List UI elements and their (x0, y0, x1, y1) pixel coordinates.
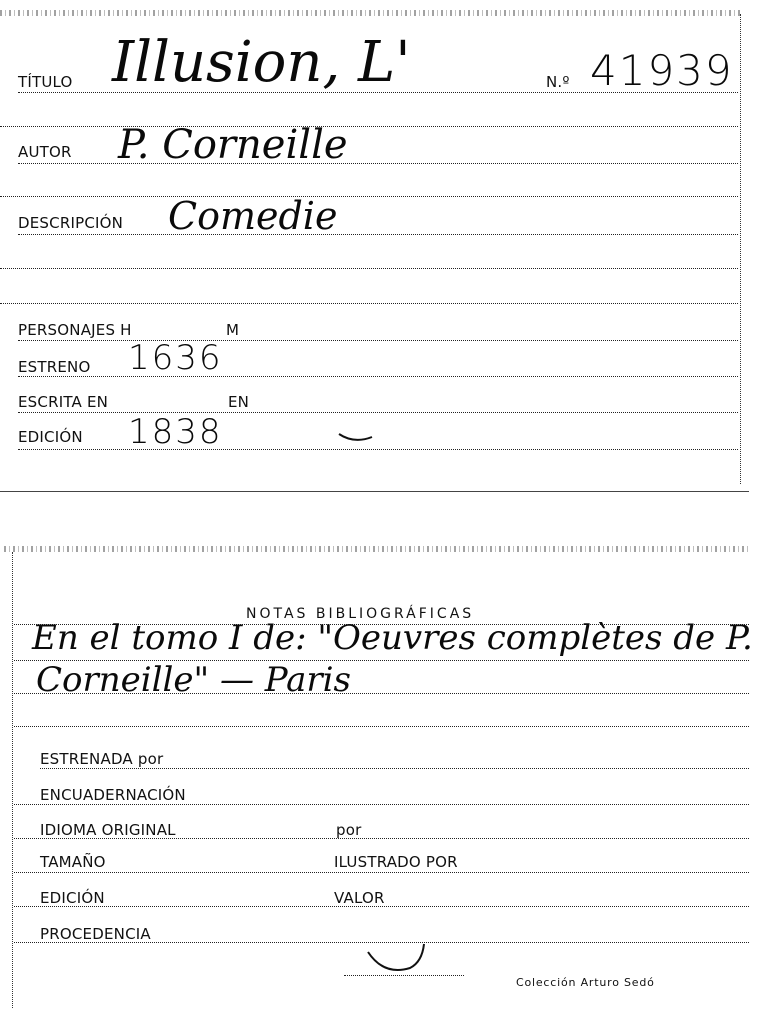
value-titulo: Illusion, L' (112, 30, 411, 95)
rule-blank-2 (0, 196, 738, 197)
label-en: EN (228, 393, 250, 411)
rule-titulo (18, 92, 738, 93)
rule-blank-3 (0, 268, 738, 269)
footer-coleccion: Colección Arturo Sedó (516, 976, 655, 989)
value-edicion: 1838 (128, 412, 223, 452)
card-bottom-edge (0, 491, 749, 492)
rule-edicion-2 (14, 906, 749, 907)
label-personajes-m: M (226, 321, 240, 339)
card2-left-edge (12, 552, 13, 1008)
label-descripcion: DESCRIPCIÓN (18, 214, 124, 232)
label-tamano: TAMAÑO (40, 853, 106, 871)
label-personajes-h: PERSONAJES H (18, 321, 132, 339)
notes-line-1: En el tomo I de: "Oeuvres complètes de P. (32, 618, 753, 658)
value-numero: 41939 (590, 46, 734, 95)
rule-notes-2 (14, 693, 749, 694)
rule-descripcion (18, 234, 738, 235)
label-edicion-2: EDICIÓN (40, 889, 105, 907)
notes-line-2: Corneille" — Paris (36, 660, 351, 700)
rule-edicion (18, 449, 738, 450)
rule-estrenada (40, 768, 749, 769)
label-encuadernacion: ENCUADERNACIÓN (40, 786, 186, 804)
label-titulo: TÍTULO (18, 73, 73, 91)
label-estreno: ESTRENO (18, 358, 91, 376)
value-descripcion: Comedie (168, 194, 338, 238)
notas-heading: NOTAS BIBLIOGRÁFICAS (246, 606, 475, 622)
rule-idioma (14, 838, 749, 839)
rule-encuadernacion (14, 804, 749, 805)
label-escrita-en: ESCRITA EN (18, 393, 109, 411)
card-right-edge (740, 14, 741, 484)
label-autor: AUTOR (18, 143, 72, 161)
value-autor: P. Corneille (118, 122, 348, 168)
rule-blank-4 (0, 303, 738, 304)
label-numero: N.º (546, 73, 570, 91)
value-estreno: 1636 (128, 338, 223, 378)
rule-notes-3 (14, 726, 749, 727)
label-ilustrado-por: ILUSTRADO POR (334, 853, 458, 871)
rule-personajes (18, 340, 738, 341)
rule-tamano (14, 872, 749, 873)
rule-escrita (18, 412, 738, 413)
pen-stroke-mark-2 (362, 940, 432, 980)
pen-stroke-mark (336, 428, 376, 444)
label-edicion: EDICIÓN (18, 428, 83, 446)
rule-blank-1 (0, 126, 738, 127)
label-valor: VALOR (334, 889, 385, 907)
rule-estreno (18, 376, 738, 377)
label-procedencia: PROCEDENCIA (40, 925, 151, 943)
label-estrenada-por: ESTRENADA por (40, 750, 164, 768)
card2-top-edge (4, 546, 749, 552)
rule-autor (18, 163, 738, 164)
rule-signature (344, 975, 464, 976)
card-top-edge (0, 10, 742, 16)
label-idioma-original: IDIOMA ORIGINAL (40, 821, 176, 839)
label-idioma-por: por (336, 821, 362, 839)
